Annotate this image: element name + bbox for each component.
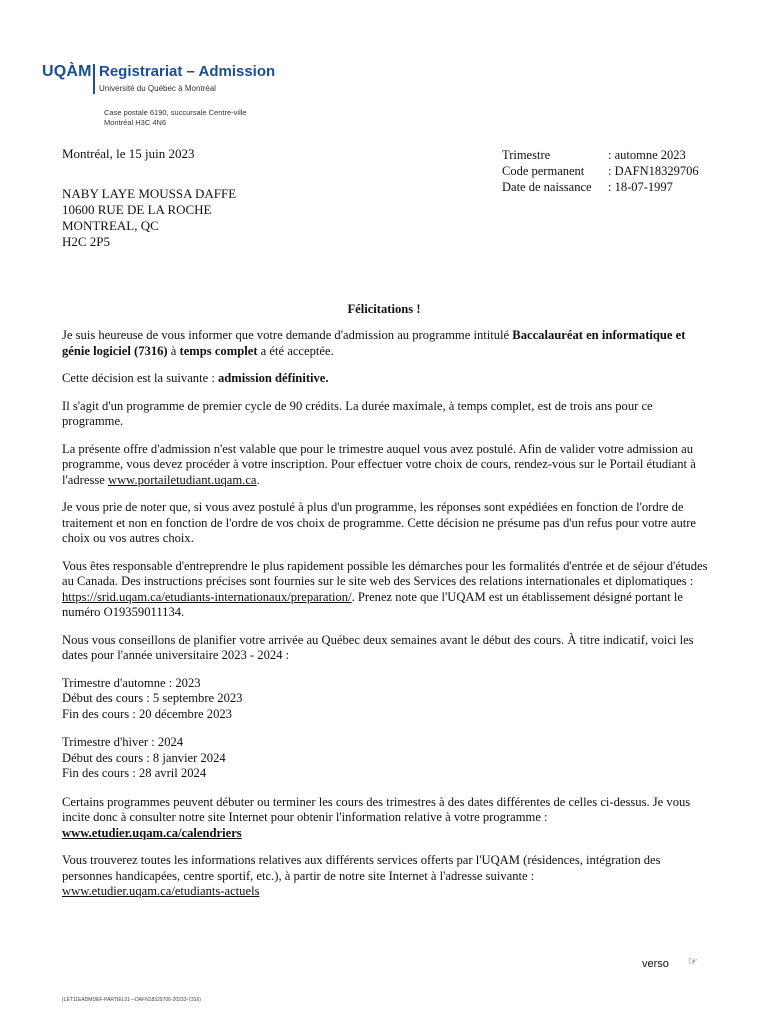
letter-heading: Félicitations ! xyxy=(347,302,421,316)
info-value: : 18-07-1997 xyxy=(608,180,673,194)
calendar-link[interactable]: www.etudier.uqam.ca/calendriers xyxy=(62,825,242,840)
text: à xyxy=(167,343,180,358)
paragraph-arrival: Nous vous conseillons de planifier votre arrivée au Québec deux semaines avant le début des cours. À titre indicatif, voici les dates pour l'année universitaire 2023 - 2024 : xyxy=(62,632,694,662)
sender-address-line2: Montréal H3C 4N6 xyxy=(104,118,167,127)
paragraph-calendars xyxy=(62,795,712,842)
verso-label: verso xyxy=(642,958,669,970)
info-label: Trimestre xyxy=(502,148,551,162)
info-row-code xyxy=(502,163,699,179)
letter-date: Montréal, le 15 juin 2023 xyxy=(62,146,195,161)
pointing-hand-icon: ☞ xyxy=(688,956,698,968)
fall-start: Début des cours : 5 septembre 2023 xyxy=(62,691,243,705)
info-label: Code permanent xyxy=(502,164,585,178)
sender-address-line1: Case postale 6190, succursale Centre-ville xyxy=(104,108,247,117)
winter-term-dates xyxy=(62,735,712,782)
logo-divider xyxy=(93,64,95,94)
info-value: : automne 2023 xyxy=(608,148,686,162)
paragraph-program-info: Il s'agit d'un programme de premier cycle de 90 crédits. La durée maximale, à temps complet, est de trois ans pour ce programme. xyxy=(62,398,653,428)
text: a été acceptée. xyxy=(257,343,334,358)
text: Cette décision est la suivante : xyxy=(62,371,218,385)
srid-link[interactable]: https://srid.uqam.ca/etudiants-internationaux/preparation/ xyxy=(62,589,352,604)
fall-term: Trimestre d'automne : 2023 xyxy=(62,675,201,690)
text: . Prenez note que l'UQAM est un établissement désigné portant le numéro O19359011134. xyxy=(62,589,683,619)
recipient-address xyxy=(62,186,236,250)
portal-link[interactable]: www.portailetudiant.uqam.ca xyxy=(107,472,257,487)
recipient-postal: H2C 2P5 xyxy=(62,234,111,249)
winter-start: Début des cours : 8 janvier 2024 xyxy=(62,750,226,765)
document-code: (LET11EADMDEF-PARTIEL01---DAFN18329706-20233-7316) xyxy=(62,997,201,1003)
letter-body xyxy=(62,328,712,912)
info-row-birthdate xyxy=(502,179,699,195)
paragraph-multiple-programs: Je vous prie de noter que, si vous avez postulé à plus d'un programme, les réponses sont expédiées en fonction de l'ordre de traitement et non en fonction de l'ordre de vos choix de programme. Cette décision ne présume pas d'un refus pour votre autre choix ou vos autres choix. xyxy=(62,500,697,545)
recipient-street: 10600 RUE DE LA ROCHE xyxy=(62,202,212,217)
current-students-link[interactable]: www.etudier.uqam.ca/etudiants-actuels xyxy=(62,884,260,898)
text: La présente offre d'admission n'est valable que pour le trimestre auquel vous avez postulé. Afin de valider votre admission au programme, vous devez procéder à votre inscription. Pour effectuer votre choix de cours, rendez-vous sur le Portail étudiant à l'adresse xyxy=(62,441,696,487)
text: Vous êtes responsable d'entreprendre le plus rapidement possible les démarches pour les formalités d'entrée et de séjour d'études au Canada. Des instructions précises sont fournies sur le site web des Services des relations internationales et diplomatiques : xyxy=(62,558,708,588)
paragraph-registration xyxy=(62,442,712,489)
paragraph-acceptance xyxy=(62,328,712,359)
text: Vous trouverez toutes les informations relatives aux différents services offerts par l'UQAM (résidences, intégration des personnes handicapées, centre sportif, etc.), à partir de notre site Internet à l'adresse suivante : xyxy=(62,853,661,883)
paragraph-services xyxy=(62,853,712,900)
fall-term-dates xyxy=(62,676,712,723)
sender-address xyxy=(104,108,247,128)
study-mode: temps complet xyxy=(179,343,258,358)
paragraph-immigration xyxy=(62,559,712,621)
university-name: Université du Québec à Montréal xyxy=(99,84,216,93)
text: Certains programmes peuvent débuter ou terminer les cours des trimestres à des dates différentes de celles ci-dessus. Je vous incite donc à consulter notre site Internet pour obtenir l'information relative à votre programme : xyxy=(62,794,691,824)
winter-term: Trimestre d'hiver : 2024 xyxy=(62,735,184,749)
student-info xyxy=(502,147,699,195)
decision-value: admission définitive. xyxy=(217,371,329,385)
info-value: : DAFN18329706 xyxy=(608,164,699,178)
recipient-name: NABY LAYE MOUSSA DAFFE xyxy=(62,186,237,201)
department-name: Registrariat – Admission xyxy=(99,63,276,80)
program-name: Baccalauréat en informatique et génie logiciel (7316) xyxy=(62,328,686,358)
paragraph-decision xyxy=(62,371,712,387)
recipient-city: MONTREAL, QC xyxy=(62,218,159,233)
winter-end: Fin des cours : 28 avril 2024 xyxy=(62,766,207,780)
text: Je suis heureuse de vous informer que votre demande d'admission au programme intitulé xyxy=(62,328,513,342)
info-row-term xyxy=(502,147,699,163)
fall-end: Fin des cours : 20 décembre 2023 xyxy=(62,706,232,721)
uqam-logo: UQÀM xyxy=(42,63,92,80)
text: . xyxy=(256,472,260,487)
info-label: Date de naissance xyxy=(502,180,592,194)
